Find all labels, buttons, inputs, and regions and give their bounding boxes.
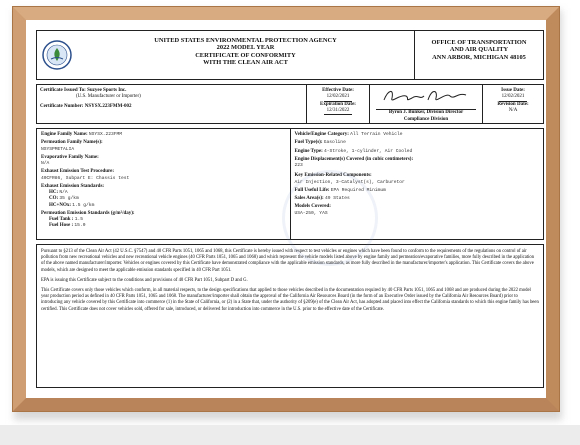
effective-date-label: Effective Date: [322,88,354,93]
issue-dates-block [482,85,543,123]
useful-life-label: Full Useful Life: [294,187,330,193]
co-value: 35 g/km [59,196,79,202]
office-line: ANN ARBOR, MICHIGAN 48105 [432,53,526,61]
signature-block [369,85,482,123]
fuel-type: Gasoline [323,140,346,146]
evap-family: N/A [41,161,50,166]
office-line: AND AIR QUALITY [449,46,509,54]
issue-date-label: Issue Date: [501,88,525,93]
engine-type: 4-Stroke, 1-cylinder, Air Cooled [324,148,413,154]
bottom-strip [0,425,580,445]
header-title-line: 2022 MODEL YEAR [216,44,275,52]
certificate-number: Certificate Number: NSYSX.223FMM-002 [40,103,132,109]
components: Air Injection, 3-Catalyst(s), Carburetor [294,179,405,185]
effective-date: 12/02/2021 [324,94,353,101]
office-block [414,31,543,79]
signer-role: Compliance Division [403,116,449,122]
header-title-line: CERTIFICATE OF CONFORMITY [195,51,296,59]
certificate [36,30,544,388]
header-title [77,31,414,79]
permeation-standards-label: Permeation Emission Standards (g/m²/day): [41,210,135,216]
evap-family-label: Evaporative Family Name: [41,154,99,160]
signer-name: Byron J. Bunker, Division Director [388,110,464,116]
issued-to-sub: (U.S. Manufacturer or Importer) [76,94,141,100]
epa-seal-icon [37,31,77,79]
test-procedure-label: Exhaust Emission Test Procedure: [41,169,115,175]
office-line: OFFICE OF TRANSPORTATION [431,39,527,46]
sales-area-label: Sales Area(s): [294,196,324,201]
test-procedure: 40CFR86, Subpart E: Chassis test [41,175,130,181]
models-label: Models Covered: [294,204,331,210]
body-paragraph: EPA is issuing this Certificate subject to the conditions and provisions of 40 CFR Part 1051, Subpart D and G. [41,277,248,283]
issuance-row [36,84,544,124]
header-title-line: UNITED STATES ENVIRONMENTAL PROTECTION AGENCY [154,37,337,44]
issue-date: 12/02/2021 [499,94,528,101]
displacement: 223 [294,163,303,168]
body-paragraph: This Certificate covers only those vehicles which conform, in all material respects, to the design specifications that applied to those vehicles described in the documentation required by 40 CFR Parts 1051, 1065 and 1068 and are produced during the 2022 model year production period as defined in 40 CFR Parts 1051, 1065 and 1068. The manufacturer/importer shall obtain the approval of the California Air Resources Board (in the form of an Executive Order issued by the California Air Resources Board) prior to introducing any vehicle covered by this Certificate into commerce (1) in the State of California, or (2) in a State that, under the authority of §209(e) of the Clean Air Act, has adopted and placed into effect the California standards to which this engine family has been certified. This Certificate does not cover vehicles sold, offered for sale, introduced, or delivered for introduction into commerce in the U.S. prior to the effective date of the Certificate. [41,288,539,312]
dates-block [306,85,369,123]
watermark-seal [282,170,378,266]
co-label: CO: [49,196,59,202]
engine-family: NSYSX.223FMM [88,132,123,137]
signature-image [376,86,476,106]
hc-label: HC: [49,190,59,195]
hc-value: N/A [59,190,68,195]
issued-to: Certificate Issued To: Suzyee Sports Inc. [40,88,127,93]
certificate-header [36,30,544,80]
models: USA-250, YAS [294,210,328,216]
engine-family-label: Engine Family Name: [41,132,88,137]
displacement-label: Engine Displacement(s) Covered (in cubic centimeters): [294,156,414,162]
expiration-date: 12/31/2022 [324,108,353,115]
hcnox-value: 1.5 g/km [72,202,95,208]
hcnox-label: HC+NOx: [49,202,72,208]
category-label: Vehicle/Engine Category: [294,132,349,137]
revision-date: N/A [508,107,518,113]
expiration-date-label: Expiration Date: [320,101,356,107]
body-paragraph: Pursuant to §213 of the Clean Air Act (42 U.S.C. §7547) and 40 CFR Parts 1051, 1065 and 1068, this Certificate is hereby issued with respect to test vehicles or engines which have been found to conform to the requirements of the regulations on control of air pollution from new recreational vehicles and new recreational vehicle engines (40 CFR Parts 1051, 1065 and 1068) and which represent the vehicle models listed above by engine family and permeation/evaporative families, more fully described in the application of the above named manufacturer/importer. Vehicles or engines covered by this Certificate have demonstrated compliance with the applicable emission standards, as more fully described in the manufacturer/importer's application. This Certificate covers the above models, which are designed to meet the applicable emission standards specified in 40 CFR Part 1051. [41,249,535,273]
components-label: Key Emission-Related Components: [294,173,372,179]
fuel-tank-label: Fuel Tank : [49,217,74,222]
sales-area: 49 States [324,196,350,201]
revision-date-label: Revision Date: [497,101,529,107]
useful-life: EPA Required Minimum [330,187,386,193]
fuel-tank-value: 1.5 [74,217,83,222]
certificate-body [36,244,544,388]
engine-details-left [37,129,290,239]
fuel-hose-label: Fuel Hose : [49,223,74,229]
category: All Terrain Vehicle [350,132,403,137]
permeation-family-label: Permeation Family Name(s): [41,140,103,146]
fuel-type-label: Fuel Type(s): [294,140,323,146]
fuel-hose-value: 15.0 [74,223,86,229]
emission-standards-label: Exhaust Emission Standards: [41,183,105,189]
issued-to-block [37,85,306,123]
engine-type-label: Engine Type: [294,148,323,154]
permeation-family: NSYSPMETALIA [41,146,75,152]
header-title-line: WITH THE CLEAN AIR ACT [203,59,288,67]
